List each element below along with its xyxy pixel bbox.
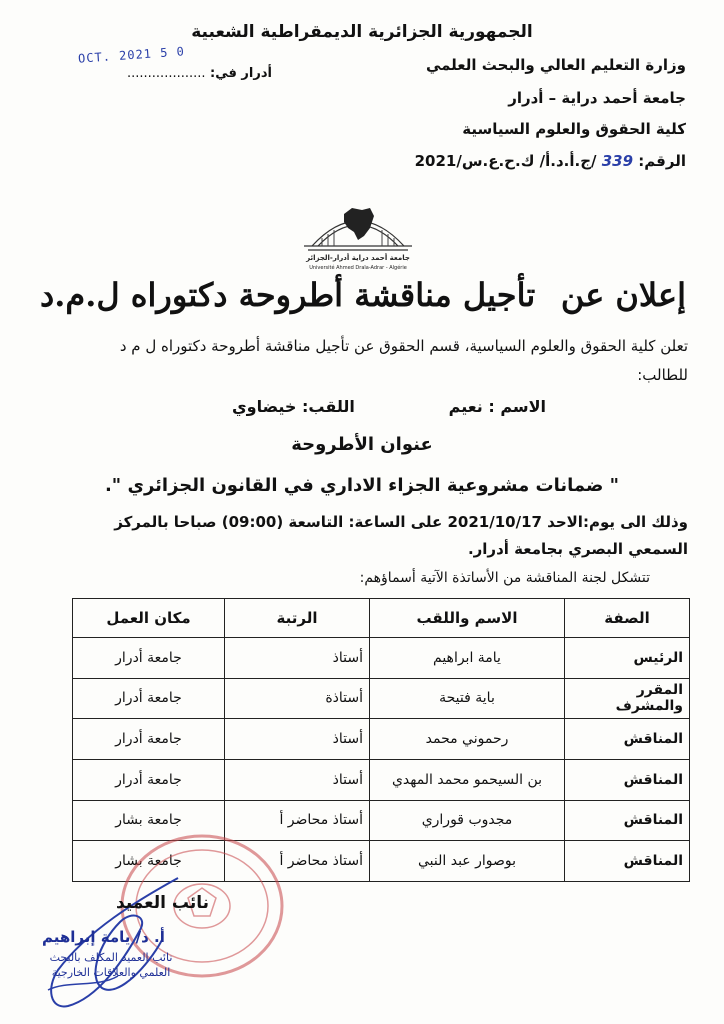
schedule-line-1: وذلك الى يوم:الاحد 2021/10/17 على الساعة: التاسعة (09:00) صباحا بالمركز bbox=[114, 513, 688, 531]
cell-name: رحموني محمد bbox=[370, 719, 565, 760]
cell-rank: أستاذ bbox=[225, 638, 370, 679]
received-dots: ................... bbox=[127, 66, 206, 81]
cell-name: مجدوب قوراري bbox=[370, 800, 565, 841]
student-last-name: اللقب: خيضاوي bbox=[232, 397, 355, 416]
signatory-name: أ. د/ يامة إبراهيم bbox=[42, 928, 165, 946]
cell-role: المناقش bbox=[565, 759, 690, 800]
thesis-section-title: عنوان الأطروحة bbox=[291, 434, 433, 455]
intro-line-2: للطالب: bbox=[637, 366, 688, 384]
cell-workplace: جامعة أدرار bbox=[73, 678, 225, 719]
cell-role: الرئيس bbox=[565, 638, 690, 679]
committee-intro: تتشكل لجنة المناقشة من الأساتذة الآتية أسماؤهم: bbox=[359, 570, 650, 586]
schedule-line-2: السمعي البصري بجامعة أدرار. bbox=[467, 540, 688, 558]
table-row bbox=[73, 759, 690, 800]
cell-name: بن السيحمو محمد المهدي bbox=[370, 759, 565, 800]
cell-name: يامة ابراهيم bbox=[370, 638, 565, 679]
cell-rank: أستاذ bbox=[225, 719, 370, 760]
cell-name: باية فتيحة bbox=[370, 678, 565, 719]
reference-label: الرقم: bbox=[638, 152, 686, 170]
cell-workplace: جامعة بشار bbox=[73, 800, 225, 841]
ministry-name: وزارة التعليم العالي والبحث العلمي bbox=[425, 56, 686, 74]
received-label: أدرار في: bbox=[210, 66, 272, 81]
university-logo-icon bbox=[282, 188, 434, 272]
table-row bbox=[73, 719, 690, 760]
header-rank: الرتبة bbox=[225, 599, 370, 638]
faculty-name: كلية الحقوق والعلوم السياسية bbox=[462, 120, 686, 138]
republic-title: الجمهورية الجزائرية الديمقراطية الشعبية bbox=[191, 22, 533, 42]
university-name: جامعة أحمد دراية – أدرار bbox=[508, 89, 686, 107]
thesis-title: " ضمانات مشروعية الجزاء الاداري في القانون الجزائري ". bbox=[104, 475, 620, 496]
signatory-role-line-2: العلمي والعلاقات الخارجية bbox=[51, 966, 171, 979]
table-row bbox=[73, 678, 690, 719]
cell-workplace: جامعة أدرار bbox=[73, 719, 225, 760]
signatory-role-line-1: نائب العميد المكلف بالبحث bbox=[49, 951, 173, 964]
header-name: الاسم واللقب bbox=[370, 599, 565, 638]
date-stamp: 0 5 OCT. 2021 bbox=[77, 44, 186, 66]
cell-rank: أستاذة bbox=[225, 678, 370, 719]
logo-name-fr: Université Ahmed Draïa-Adrar - Algérie bbox=[309, 265, 407, 271]
cell-rank: أستاذ bbox=[225, 759, 370, 800]
cell-workplace: جامعة أدرار bbox=[73, 638, 225, 679]
received-date-field bbox=[92, 66, 272, 81]
table-row bbox=[73, 638, 690, 679]
reference-line bbox=[415, 152, 686, 170]
student-first-name: الاسم : نعيم bbox=[448, 397, 546, 416]
cell-role: المناقش bbox=[565, 841, 690, 882]
reference-suffix: /ج.أ.د.أ/ ك.ح.ع.س/2021 bbox=[414, 152, 597, 170]
cell-workplace: جامعة بشار bbox=[73, 841, 225, 882]
cell-workplace: جامعة أدرار bbox=[73, 759, 225, 800]
cell-role: المناقش bbox=[565, 719, 690, 760]
header-role: الصفة bbox=[565, 599, 690, 638]
header-workplace: مكان العمل bbox=[73, 599, 225, 638]
cell-name: بوصوار عبد النبي bbox=[370, 841, 565, 882]
cell-role: المقرر والمشرف bbox=[565, 678, 690, 719]
cell-role: المناقش bbox=[565, 800, 690, 841]
cell-rank: أستاذ محاضر أ bbox=[225, 800, 370, 841]
announcement-part-left: تأجيل مناقشة أطروحة دكتوراه ل.م.د bbox=[40, 276, 536, 314]
signatory-role bbox=[36, 950, 186, 980]
logo-name-ar: جامعة أحمد دراية أدرار-الجزائر bbox=[306, 254, 410, 262]
signatory-title: نائب العميد bbox=[116, 893, 210, 913]
reference-number: 339 bbox=[601, 152, 634, 170]
cell-rank: أستاذ محاضر أ bbox=[225, 841, 370, 882]
announcement-part-right: إعلان عن bbox=[560, 276, 686, 314]
table-header-row bbox=[73, 599, 690, 638]
intro-line-1: تعلن كلية الحقوق والعلوم السياسية، قسم الحقوق عن تأجيل مناقشة أطروحة دكتوراه ل م د bbox=[119, 337, 688, 355]
